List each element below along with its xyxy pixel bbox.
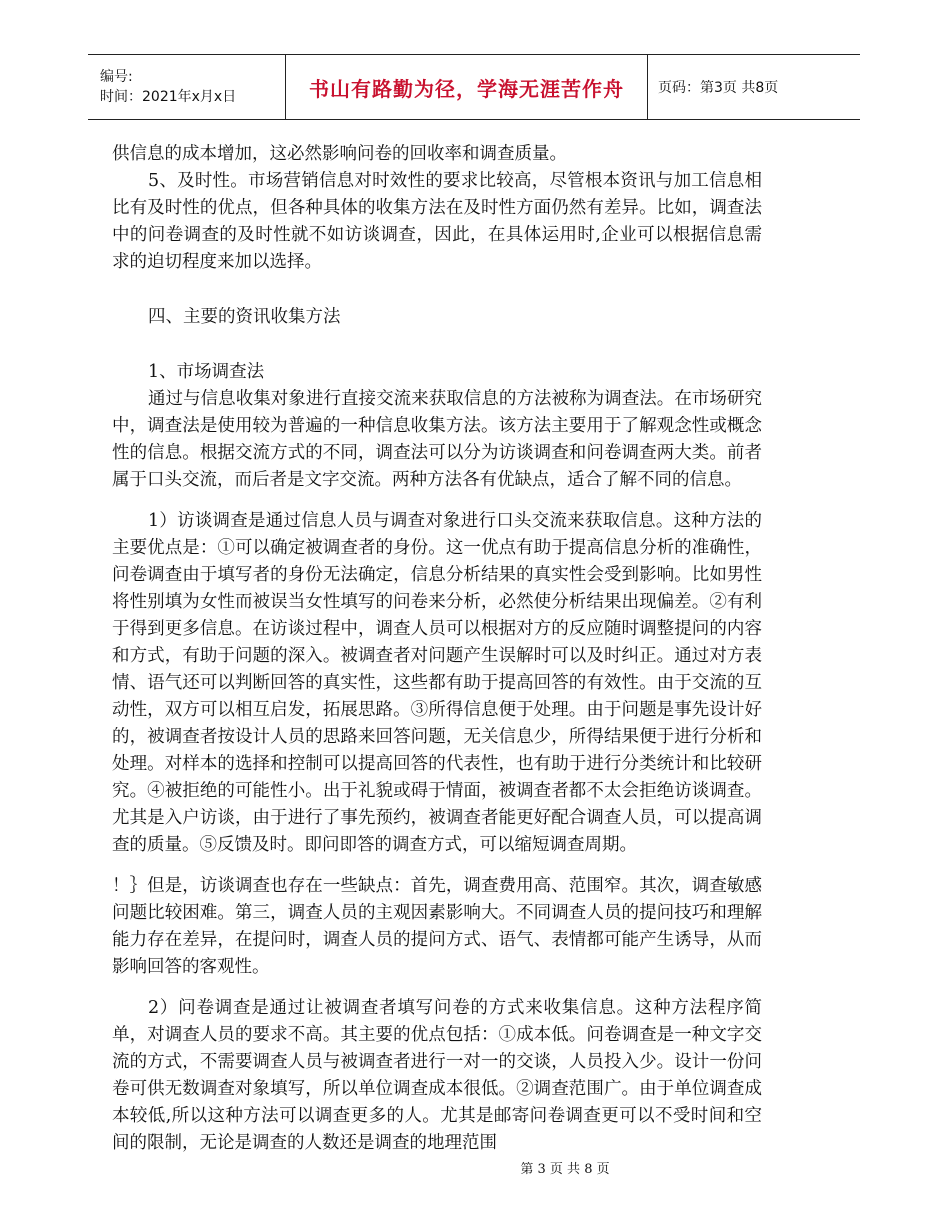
paragraph: 供信息的成本增加，这必然影响问卷的回收率和调查质量。 [112, 144, 567, 164]
header-motto: 书山有路勤为径，学海无涯苦作舟 [285, 55, 648, 119]
paragraph: 2）问卷调查是通过让被调查者填写问卷的方式来收集信息。这种方法程序简单，对调查人员的要求不高。其主要的优点包括：①成本低。问卷调查是一种文字交流的方式，不需要调查人员与被调查者进行一对一的交谈，人员投入少。设计一份问卷可供无数调查对象填写，所以单位调查成本很低。②调查范围广。由于单位调查成本较低,所以这种方法可以调查更多的人。尤其是邮寄问卷调查更可以不受时间和空间的限制，无论是调查的人数还是调查的地理范围 [112, 998, 762, 1153]
document-number-label: 编号: [100, 69, 133, 85]
paragraph: ！｝但是，访谈调查也存在一些缺点：首先，调查费用高、范围窄。其次，调查敏感问题比较困难。第三，调查人员的主观因素影响大。不同调查人员的提问技巧和理解能力存在差异，在提问时，调查人员的提问方式、语气、表情都可能产生诱导，从而影响回答的客观性。 [112, 876, 762, 977]
document-body [112, 141, 762, 1157]
page-header [88, 54, 860, 120]
paragraph: 5、及时性。市场营销信息对时效性的要求比较高，尽管根本资讯与加工信息相比有及时性的优点，但各种具体的收集方法在及时性方面仍然有差异。比如，调查法中的问卷调查的及时性就不如访谈调查，因此，在具体运用时,企业可以根据信息需求的迫切程度来加以选择。 [112, 171, 762, 272]
document-time-label: 时间：2021年x月x日 [100, 89, 237, 105]
header-meta [88, 55, 285, 119]
paragraph: 通过与信息收集对象进行直接交流来获取信息的方法被称为调查法。在市场研究中，调查法是使用较为普遍的一种信息收集方法。该方法主要用于了解观念性或概念性的信息。根据交流方式的不同，调查法可以分为访谈调查和问卷调查两大类。前者属于口头交流，而后者是文字交流。两种方法各有优缺点，适合了解不同的信息。 [112, 389, 762, 490]
header-page-info: 页码：第3页 共8页 [658, 80, 779, 96]
paragraph: 1）访谈调查是通过信息人员与调查对象进行口头交流来获取信息。这种方法的主要优点是：①可以确定被调查者的身份。这一优点有助于提高信息分析的准确性，问卷调查由于填写者的身份无法确定，信息分析结果的真实性会受到影响。比如男性将性别填为女性而被误当女性填写的问卷来分析，必然使分析结果出现偏差。②有利于得到更多信息。在访谈过程中，调查人员可以根据对方的反应随时调整提问的内容和方式，有助于问题的深入。被调查者对问题产生误解时可以及时纠正。通过对方表情、语气还可以判断回答的真实性，这些都有助于提高回答的有效性。由于交流的互动性，双方可以相互启发，拓展思路。③所得信息便于处理。由于问题是事先设计好的，被调查者按设计人员的思路来回答问题，无关信息少，所得结果便于进行分析和处理。对样本的选择和控制可以提高回答的代表性，也有助于进行分类统计和比较研究。④被拒绝的可能性小。出于礼貌或碍于情面，被调查者都不太会拒绝访谈调查。尤其是入户访谈，由于进行了事先预约，被调查者能更好配合调查人员，可以提高调查的质量。⑤反馈及时。即问即答的调查方式，可以缩短调查周期。 [112, 511, 762, 855]
section-heading: 四、主要的资讯收集方法 [148, 307, 341, 327]
subsection-heading: 1、市场调查法 [148, 362, 265, 382]
page-footer: 第 3 页 共 8 页 [520, 1162, 610, 1177]
